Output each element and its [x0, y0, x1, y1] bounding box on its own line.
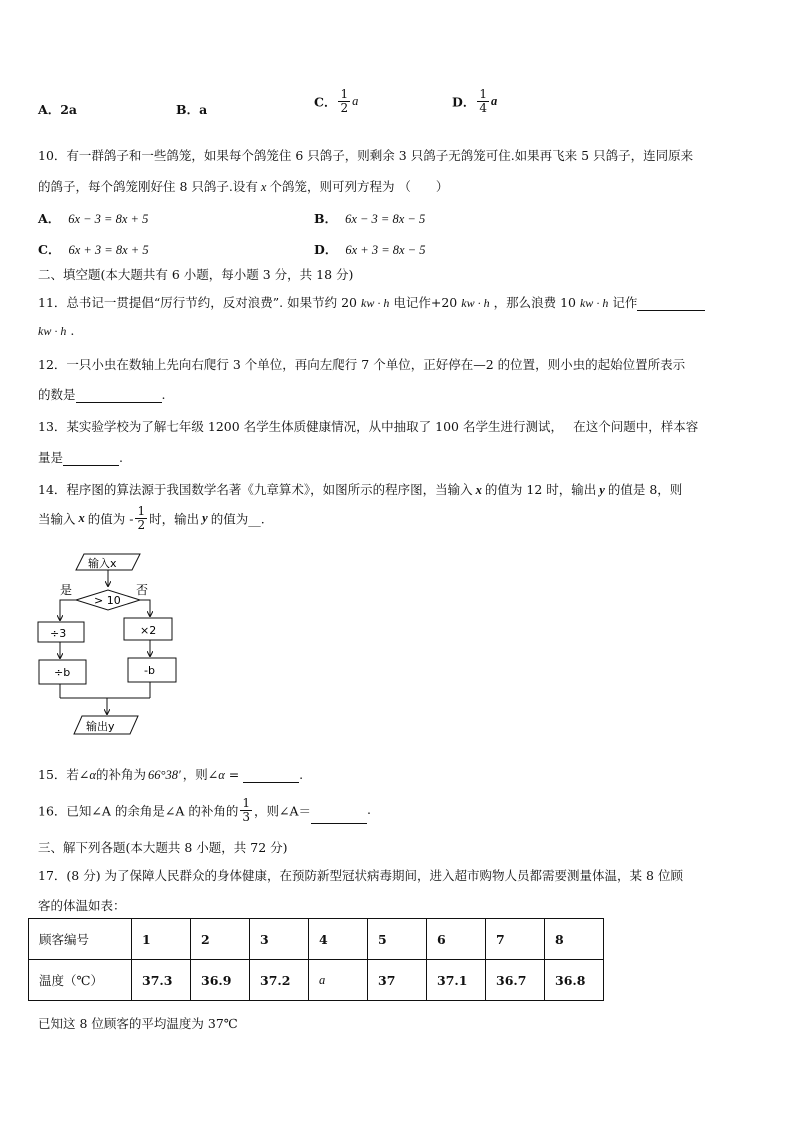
- table-cell: 5: [368, 919, 427, 960]
- q15: 15．若∠α的补角为 66°38′ ，则∠α = .: [38, 767, 304, 782]
- q9-option-a: [38, 100, 77, 118]
- table-cell: 8: [545, 919, 604, 960]
- answer-blank[interactable]: [243, 768, 299, 783]
- q15-text: 的补角为: [95, 767, 146, 782]
- section-heading-fill-blank: 二、填空题(本大题共有 6 小题，每小题 3 分，共 18 分): [38, 267, 354, 282]
- q10-line1: 10．有一群鸽子和一些鸽笼，如果每个鸽笼住 6 只鸽子，则剩余 3 只鸽子无鸽笼可住.如果再飞来 5 只鸽子，连同原来: [38, 148, 694, 163]
- flow-input-label: 输入x: [88, 557, 117, 570]
- flow-no-label: 否: [136, 583, 149, 597]
- table-cell: 7: [486, 919, 545, 960]
- table-cell: 37.3: [132, 960, 191, 1001]
- q11-text: ，那么浪费 10: [493, 295, 576, 310]
- unit: kw · h: [38, 324, 67, 338]
- denominator: 2: [137, 518, 146, 532]
- answer-blank[interactable]: [311, 809, 367, 824]
- table-cell: 37.1: [427, 960, 486, 1001]
- flow-times2-label: ×2: [140, 624, 157, 637]
- numerator: 1: [479, 87, 487, 101]
- q14-text: 的值为 -: [87, 511, 134, 527]
- temperature-table: [28, 918, 604, 1001]
- q14-text: 14．程序图的算法源于我国数学名著《九章算术》，如图所示的程序图，当输入: [38, 482, 473, 497]
- q11-text: 电记作+20: [393, 295, 458, 310]
- table-cell: 6: [427, 919, 486, 960]
- program-flowchart: [30, 548, 190, 744]
- unit: kw · h: [461, 296, 490, 310]
- q9-option-b: [176, 100, 207, 118]
- fraction: [135, 505, 147, 532]
- fraction: [477, 88, 489, 115]
- q10-option-b: [314, 209, 425, 227]
- q11-line1: [38, 293, 705, 311]
- option-label: A．: [38, 211, 61, 226]
- answer-blank[interactable]: [63, 451, 119, 466]
- answer-blank[interactable]: [76, 388, 162, 403]
- option-value: a: [199, 102, 208, 117]
- option-equation: 6x + 3 = 8x − 5: [345, 243, 426, 257]
- table-cell: 3: [250, 919, 309, 960]
- flow-divideb-label: ÷b: [54, 666, 71, 679]
- option-variable: a: [352, 94, 359, 108]
- q14-text: 的值为 12 时，输出: [484, 482, 597, 497]
- q11-text: 记作: [612, 295, 638, 310]
- q15-text: =: [224, 767, 244, 782]
- angle-value: 66°38′: [147, 768, 181, 782]
- flow-divide3-label: ÷3: [50, 627, 67, 640]
- q13-text: 量是: [38, 450, 64, 465]
- q12-line2: 的数是 .: [38, 387, 166, 402]
- option-equation: 6x − 3 = 8x + 5: [68, 212, 149, 226]
- q10-option-d: [314, 240, 426, 258]
- alpha-symbol: α: [218, 768, 225, 782]
- q17-line2: 客的体温如表：: [38, 898, 126, 913]
- q10-text: 的鸽子，每个鸽笼刚好住 8 只鸽子.设有: [38, 179, 258, 194]
- q9-option-c: [314, 88, 358, 115]
- option-label: B．: [176, 102, 200, 117]
- q14-text: 的值是 8，则: [607, 482, 683, 497]
- q16-text: 16．已知∠A 的余角是∠A 的补角的: [38, 803, 239, 819]
- table-row: [29, 960, 604, 1001]
- unit: kw · h: [579, 296, 609, 310]
- q13-line2: 量是 .: [38, 450, 123, 465]
- q15-text: 15．若∠: [38, 767, 90, 782]
- q15-text: ，则∠: [182, 767, 219, 782]
- table-cell: 36.9: [191, 960, 250, 1001]
- variable-x: x: [475, 483, 482, 497]
- q12-text: 的数是: [38, 387, 76, 402]
- q14-line1: [38, 480, 682, 498]
- q16-text: ，则∠A＝: [254, 803, 312, 819]
- option-equation: 6x + 3 = 8x + 5: [68, 243, 149, 257]
- q14-text: 时，输出: [149, 511, 200, 527]
- q14-text: 的值为__.: [210, 511, 265, 527]
- q12-line1: 12．一只小虫在数轴上先向右爬行 3 个单位，再向左爬行 7 个单位，正好停在—2 的位置，则小虫的起始位置所表示: [38, 357, 686, 372]
- numerator: 1: [137, 504, 146, 518]
- table-cell: 36.8: [545, 960, 604, 1001]
- q14-text: 当输入: [38, 511, 76, 527]
- q14-line2: [38, 505, 265, 532]
- q9-option-d: [452, 88, 497, 115]
- q10-line2: [38, 177, 448, 195]
- q10-variable: x: [260, 180, 267, 194]
- q11-text: 11．总书记一贯提倡“厉行节约，反对浪费”. 如果节约 20: [38, 295, 358, 310]
- flow-yes-label: 是: [60, 583, 73, 597]
- option-variable: a: [490, 94, 498, 108]
- variable-x: x: [78, 511, 85, 525]
- option-value: 2a: [60, 102, 77, 117]
- denominator: 4: [479, 101, 487, 115]
- q10-text: 个鸽笼，则可列方程为 （ ）: [269, 179, 449, 194]
- denominator: 2: [340, 101, 349, 115]
- fraction: [240, 797, 252, 824]
- q10-option-a: [38, 209, 148, 227]
- variable-y: y: [599, 483, 605, 497]
- table-cell: 37.2: [250, 960, 309, 1001]
- q17-line1: 17．(8 分) 为了保障人民群众的身体健康，在预防新型冠状病毒期间，进入超市购物人员都需要测量体温，某 8 位顾: [38, 868, 683, 883]
- alpha-symbol: α: [89, 768, 96, 782]
- flow-condition-label: > 10: [94, 594, 121, 607]
- q13-line1: 13．某实验学校为了解七年级 1200 名学生体质健康情况，从中抽取了 100 名学生进行测试， 在这个问题中，样本容: [38, 419, 699, 434]
- table-cell: 37: [368, 960, 427, 1001]
- table-cell: 2: [191, 919, 250, 960]
- table-cell: 36.7: [486, 960, 545, 1001]
- table-cell: 1: [132, 919, 191, 960]
- q16: 16．已知∠A 的余角是∠A 的补角的 $\frac{1}{3}$ ，则∠A＝ .: [38, 796, 371, 824]
- q11-line2: kw · h .: [38, 323, 75, 338]
- table-row: [29, 919, 604, 960]
- unit: kw · h: [361, 296, 390, 310]
- option-label: D．: [452, 94, 476, 110]
- numerator: 1: [242, 796, 250, 810]
- option-label: A．: [38, 102, 61, 117]
- table-header-cell: 顾客编号: [29, 919, 132, 960]
- q17-footer: 已知这 8 位顾客的平均温度为 37℃: [38, 1016, 238, 1031]
- answer-blank[interactable]: [637, 296, 705, 311]
- option-label: B．: [314, 211, 338, 226]
- fraction: [338, 88, 350, 115]
- option-label: D．: [314, 242, 338, 257]
- section-heading-solve: 三、解下列各题(本大题共 8 小题，共 72 分): [38, 840, 288, 855]
- variable-y: y: [202, 511, 208, 525]
- option-equation: 6x − 3 = 8x − 5: [345, 212, 426, 226]
- numerator: 1: [340, 87, 349, 101]
- flow-minusb-label: -b: [144, 664, 155, 677]
- table-cell: 4: [309, 919, 368, 960]
- denominator: 3: [242, 810, 250, 824]
- flow-output-label: 输出y: [86, 720, 115, 733]
- q10-option-c: [38, 240, 149, 258]
- table-cell: a: [309, 960, 368, 1001]
- table-header-cell: 温度（℃）: [29, 960, 132, 1001]
- option-label: C．: [38, 242, 61, 257]
- option-label: C．: [314, 94, 337, 110]
